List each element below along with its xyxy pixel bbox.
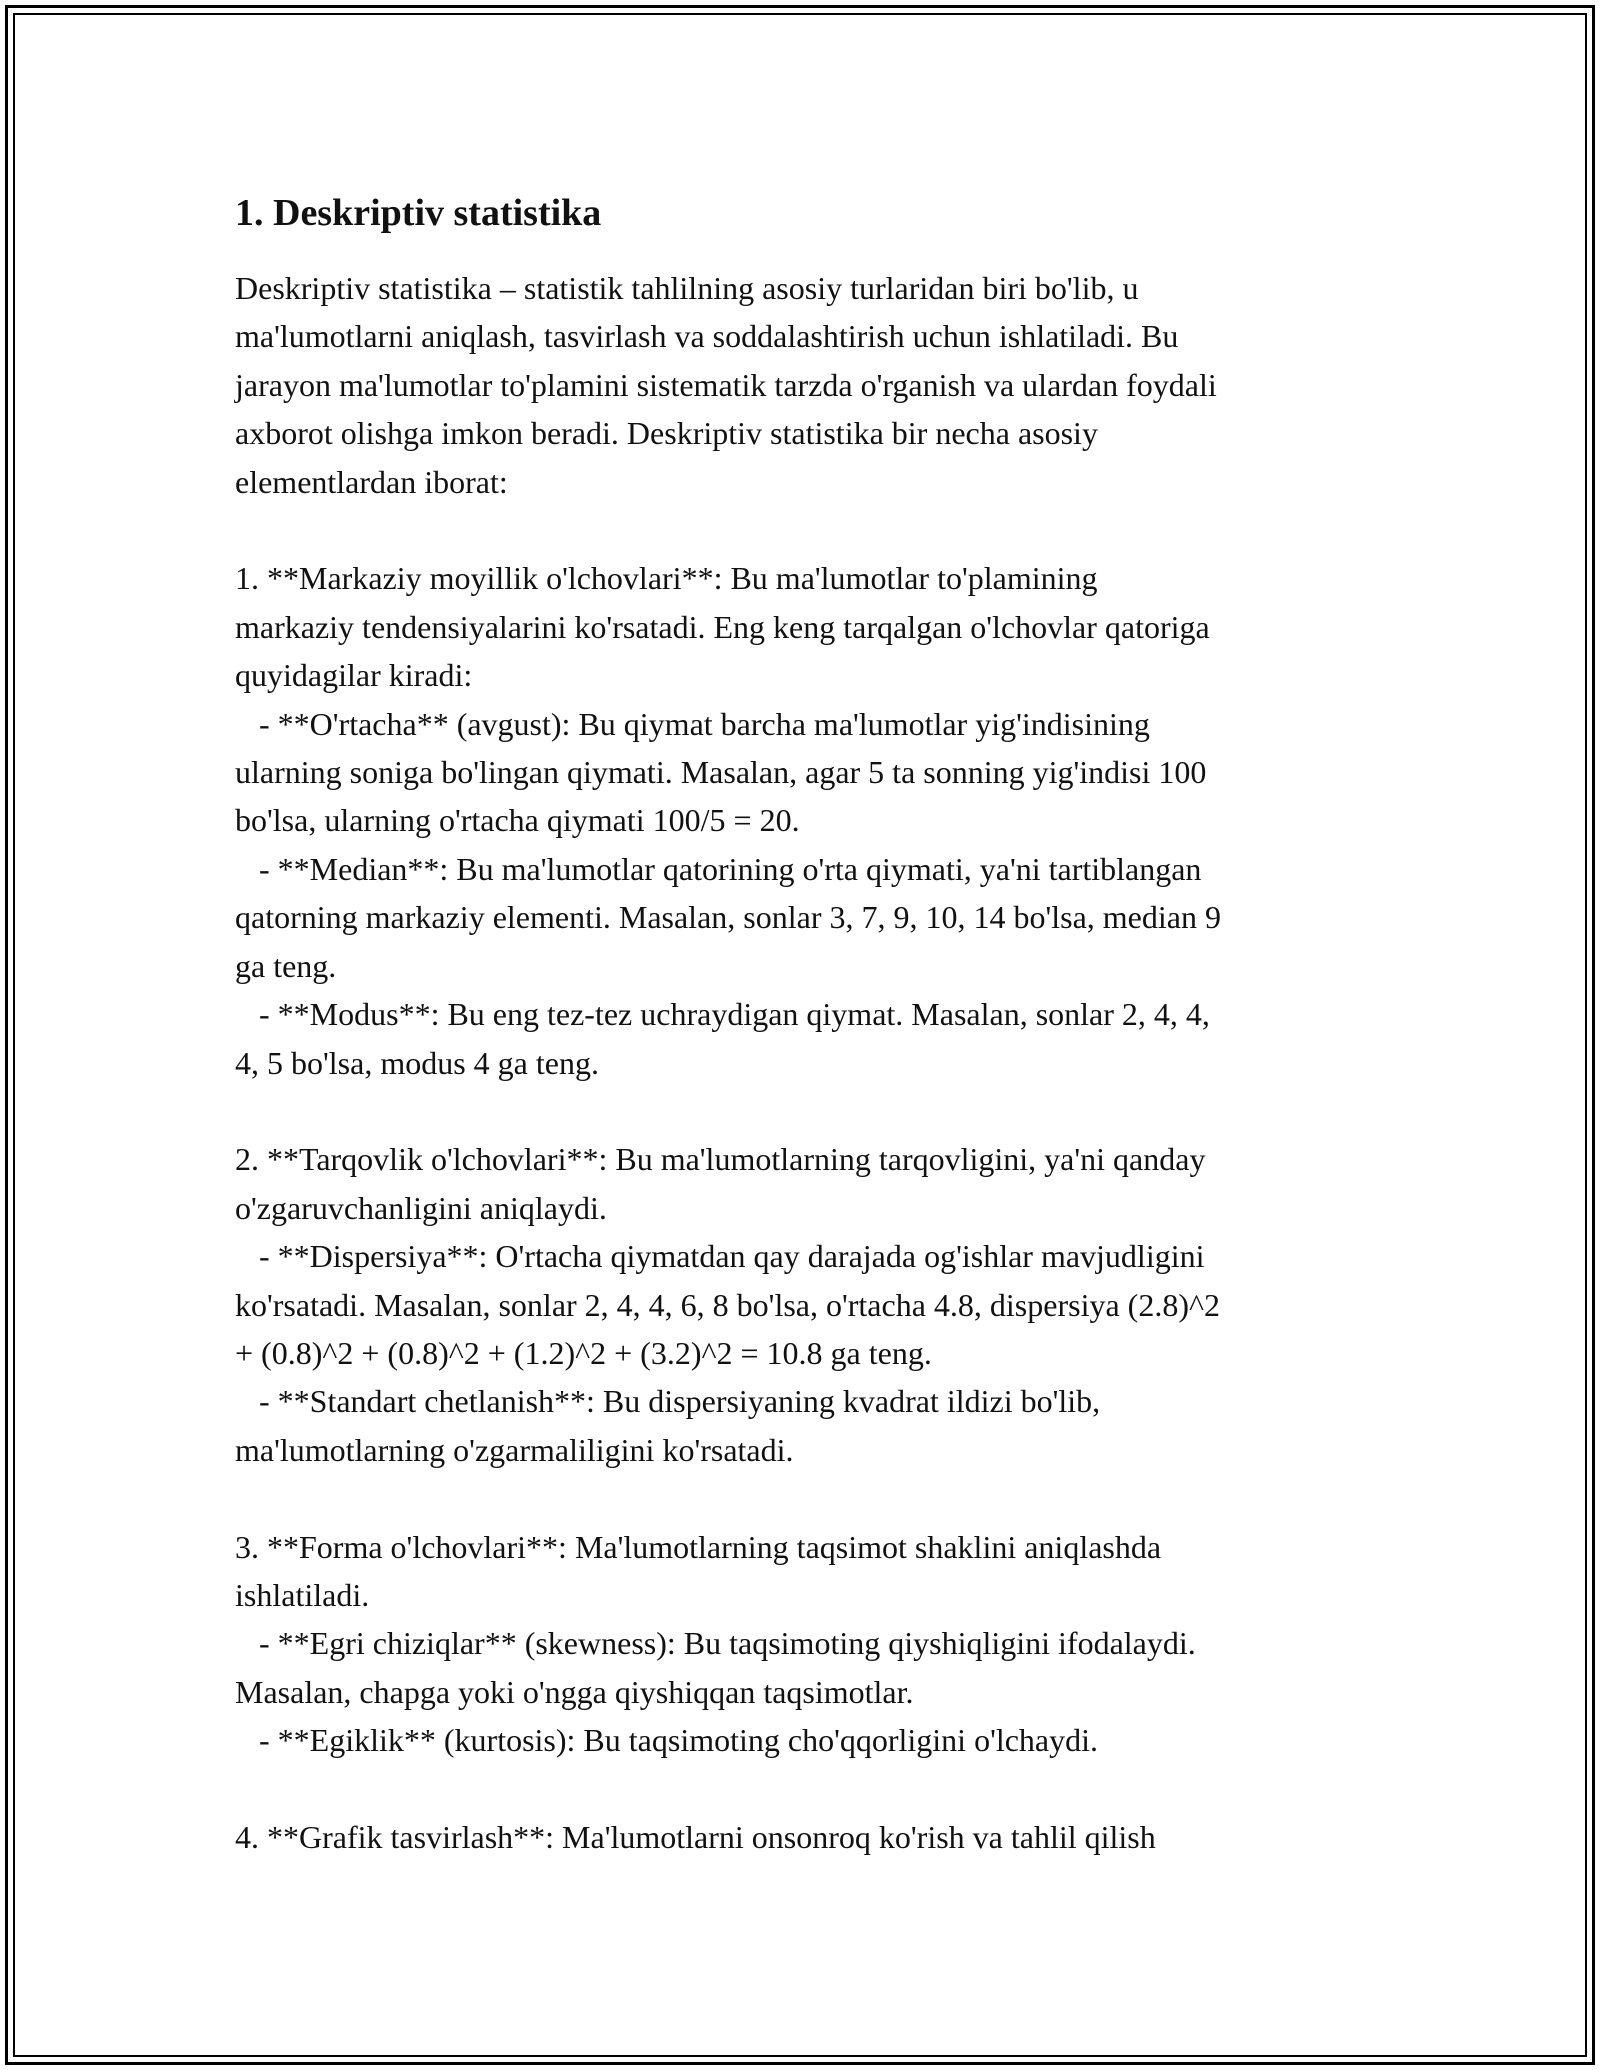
section-body-text: Deskriptiv statistika – statistik tahlilning asosiy turlaridan biri bo'lib, u ma'lumotlarni aniqlash, tasvirlash va soddalashtirish uchun ishlatiladi. Bu jarayon ma'lumotlar to'plamini sistematik tarzda o'rganish va ulardan foydali axborot olishga imkon beradi. Deskriptiv statistika bir necha asosiy elementlardan iborat: 1. **Markaziy moyillik o'lchovlari**: Bu ma'lumotlar to'plamining markaziy tendensiyalarini ko'rsatadi. Eng keng tarqalgan o'lchovlar qatoriga quyidagilar kiradi: - **O'rtacha** (avgust): Bu qiymat barcha ma'lumotlar yig'indisining ularning soniga bo'lingan qiymati. Masalan, agar 5 ta sonning yig'indisi 100 bo'lsa, ularning o'rtacha qiymati 100/5 = 20. - **Median**: Bu ma'lumotlar qatorining o'rta qiymati, ya'ni tartiblangan qatorning markaziy elementi. Masalan, sonlar 3, 7, 9, 10, 14 bo'lsa, median 9 ga teng. - **Modus**: Bu eng tez-tez uchraydigan qiymat. Masalan, sonlar 2, 4, 4, 4, 5 bo'lsa, modus 4 ga teng. 2. **Tarqovlik o'lchovlari**: Bu ma'lumotlarning tarqovligini, ya'ni qanday o'zgaruvchanligini aniqlaydi. - **Dispersiya**: O'rtacha qiymatdan qay darajada og'ishlar mavjudligini ko'rsatadi. Masalan, sonlar 2, 4, 4, 6, 8 bo'lsa, o'rtacha 4.8, dispersiya (2.8)^2 + (0.8)^2 + (0.8)^2 + (1.2)^2 + (3.2)^2 = 10.8 ga teng. - **Standart chetlanish**: Bu dispersiyaning kvadrat ildizi bo'lib, ma'lumotlarning o'zgarmaliligini ko'rsatadi. 3. **Forma o'lchovlari**: Ma'lumotlarning taqsimot shaklini aniqlashda ishlatiladi. - **Egri chiziqlar** (skewness): Bu taqsimoting qiyshiqligini ifodalaydi. Masalan, chapga yoki o'ngga qiyshiqqan taqsimotlar. - **Egiklik** (kurtosis): Bu taqsimoting cho'qqorligini o'lchaydi. 4. **Grafik tasvirlash**: Ma'lumotlarni onsonroq ko'rish va tahlil qilish xyxy=(235,270,1221,1855)
document-page xyxy=(235,190,1385,1861)
section-heading: 1. Deskriptiv statistika xyxy=(235,192,602,234)
